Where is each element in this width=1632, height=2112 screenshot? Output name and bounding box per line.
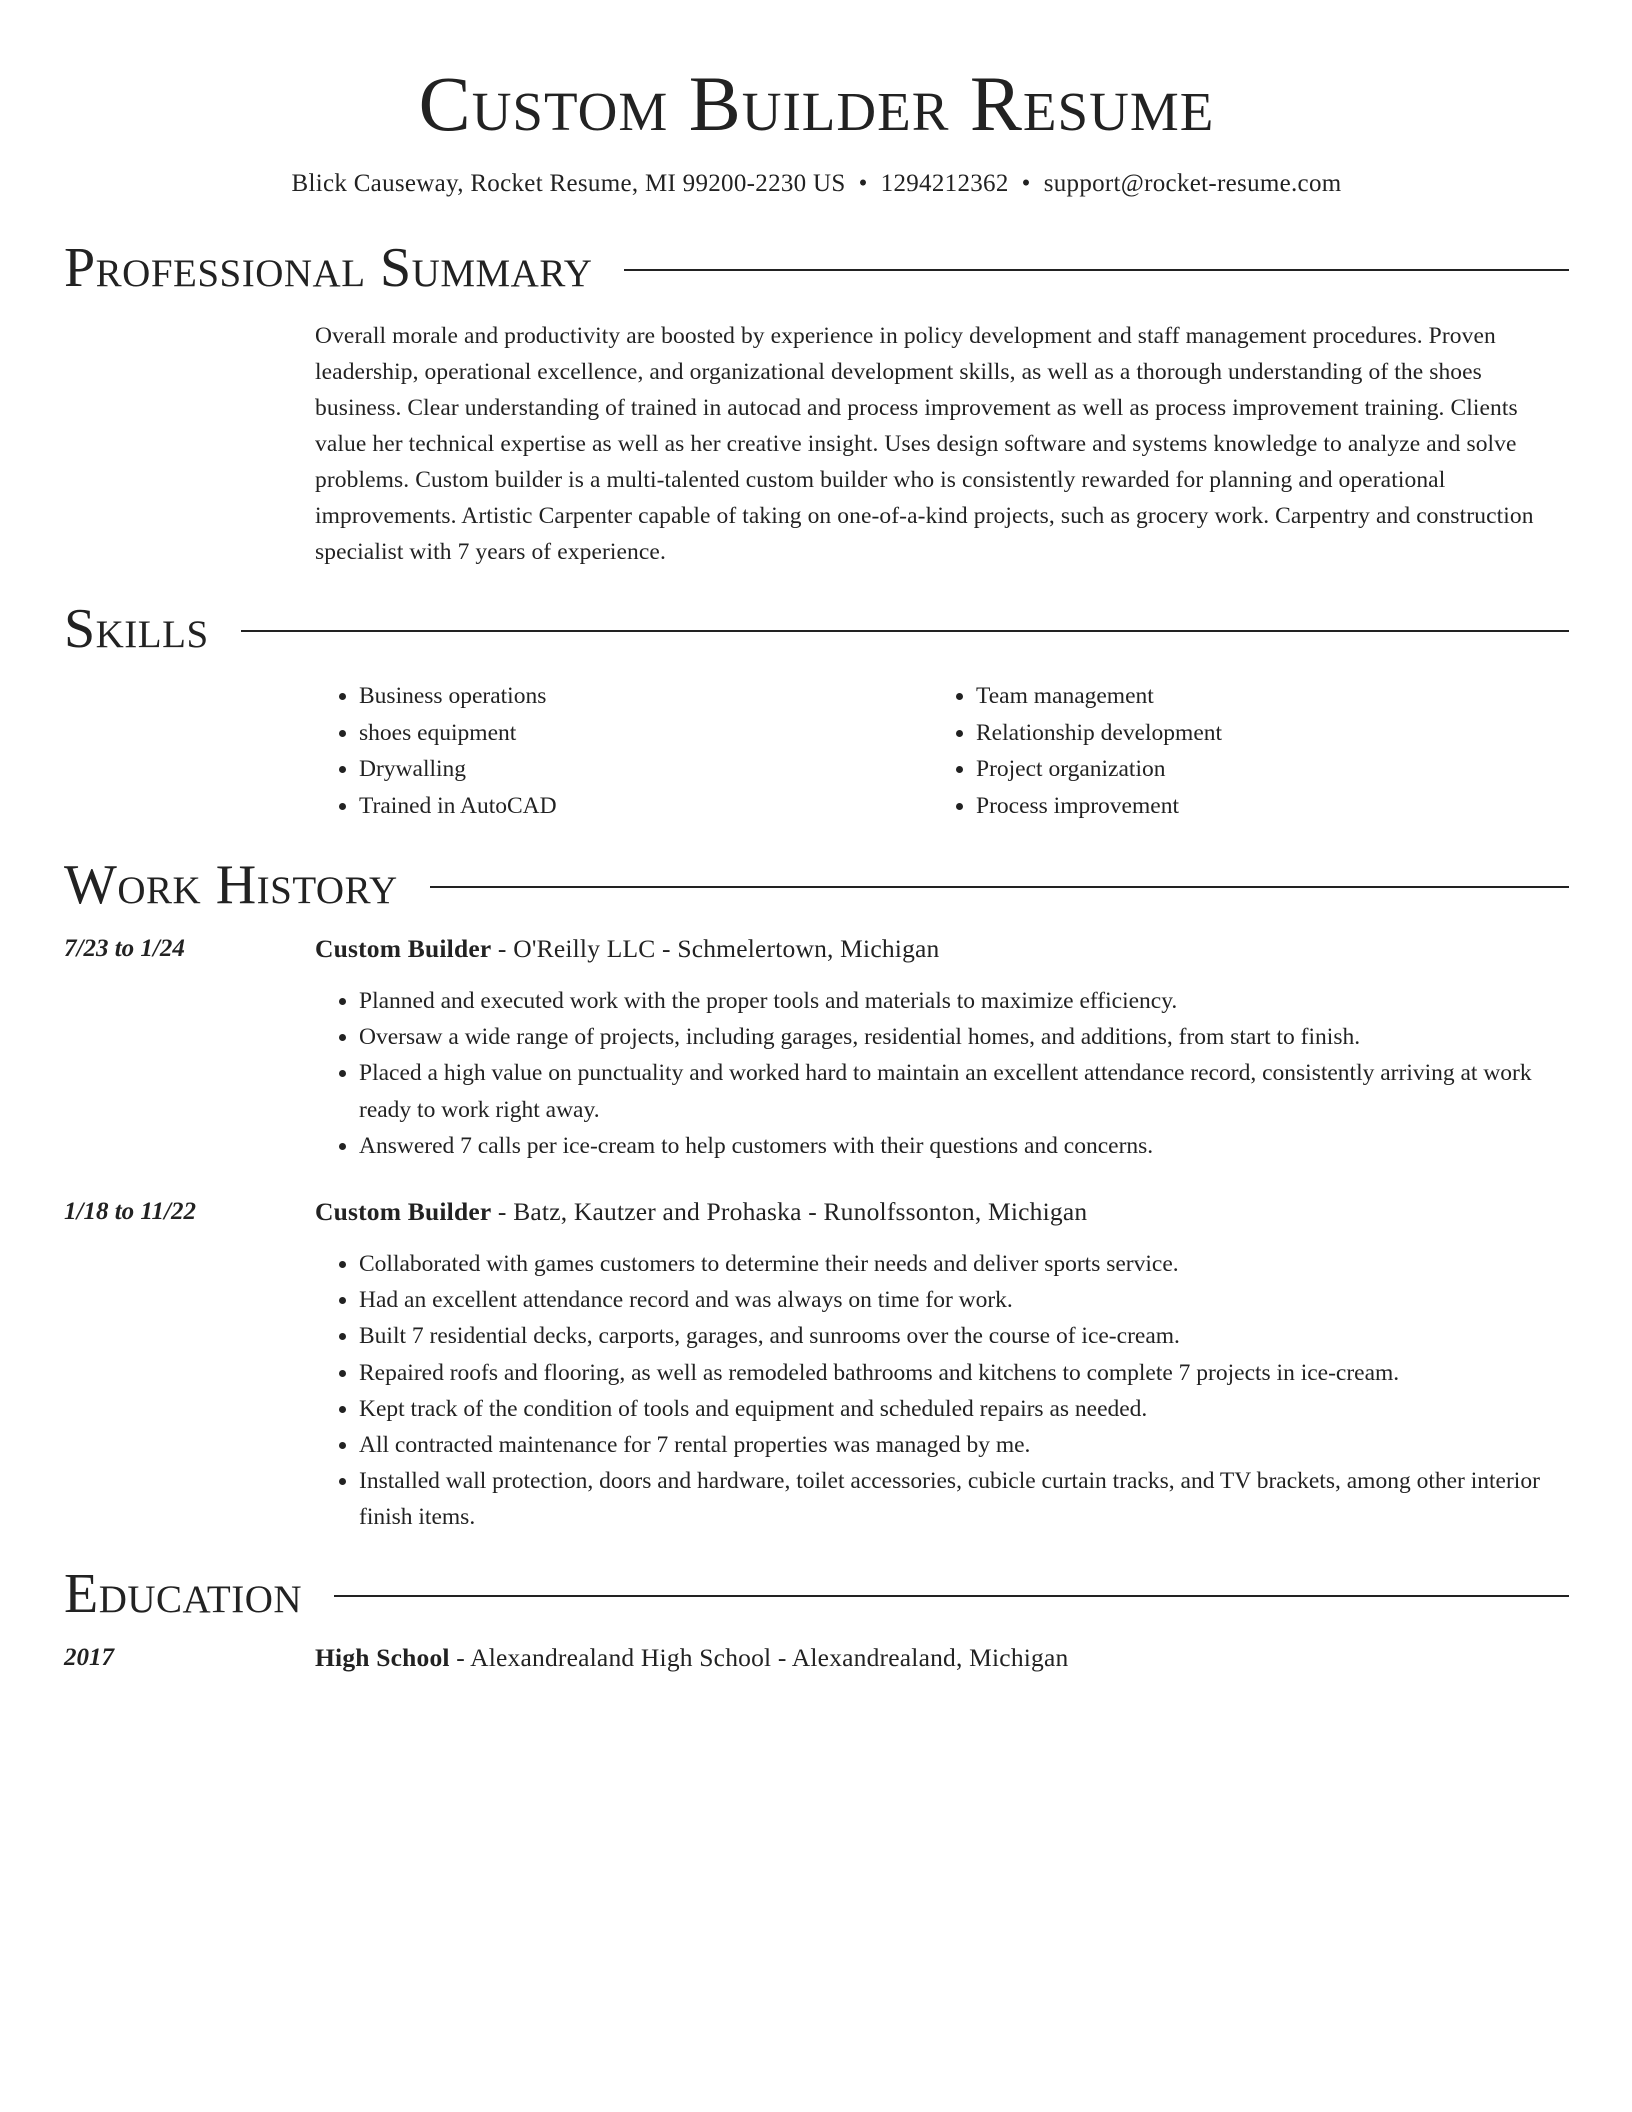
summary-heading-row — [64, 236, 1569, 300]
job-details: - O'Reilly LLC - Schmelertown, Michigan — [491, 934, 940, 963]
work-heading-row — [64, 853, 1569, 917]
job-bullet: • Had an excellent attendance record and was always on time for work. — [359, 1282, 1569, 1318]
skills-section — [64, 597, 1569, 824]
job-dates: 7/23 to 1/24 — [64, 935, 185, 962]
education-entry — [64, 1640, 1569, 1676]
job-bullet: • Repaired roofs and flooring, as well as remodeled bathrooms and kitchens to complete 7 projects in ice-cream. — [359, 1355, 1569, 1391]
job-bullet: • Oversaw a wide range of projects, including garages, residential homes, and additions, from start to finish. — [359, 1019, 1569, 1055]
skill-item: • Process improvement — [976, 788, 1549, 825]
contact-line — [64, 167, 1569, 201]
job-details: - Batz, Kautzer and Prohaska - Runolfssonton, Michigan — [491, 1197, 1088, 1227]
skill-item: • Business operations — [359, 678, 932, 715]
skill-item: • Project organization — [976, 751, 1549, 788]
education-heading: Education — [64, 1562, 303, 1625]
job-heading — [315, 1194, 1569, 1230]
job-bullet: • Collaborated with games customers to determine their needs and deliver sports service. — [359, 1246, 1569, 1282]
education-heading-row — [64, 1562, 1569, 1626]
contact-separator: • — [1021, 170, 1031, 197]
job-entry — [64, 1194, 1569, 1536]
education-section — [64, 1562, 1569, 1676]
skills-list — [315, 678, 1569, 824]
contact-phone: 1294212362 — [880, 170, 1009, 197]
job-bullet: • Kept track of the condition of tools and equipment and scheduled repairs as needed. — [359, 1391, 1569, 1427]
education-heading-line — [315, 1640, 1569, 1676]
job-bullet: • Installed wall protection, doors and hardware, toilet accessories, cubicle curtain tracks, and TV brackets, among other interior finish items. — [359, 1463, 1569, 1535]
job-dates: 1/18 to 11/22 — [64, 1198, 196, 1226]
skills-heading: Skills — [64, 598, 209, 660]
job-bullets — [315, 983, 1569, 1164]
skills-column-left — [315, 678, 932, 824]
job-bullet: • Planned and executed work with the proper tools and materials to maximize efficiency. — [359, 983, 1569, 1019]
summary-heading: Professional Summary — [64, 237, 593, 299]
skills-heading-row — [64, 597, 1569, 661]
skill-item: • Relationship development — [976, 715, 1549, 752]
skill-item: • Team management — [976, 678, 1549, 715]
skill-item: • shoes equipment — [359, 715, 932, 752]
section-divider — [334, 1595, 1569, 1597]
summary-section — [64, 236, 1569, 570]
education-year: 2017 — [64, 1643, 114, 1671]
contact-address: Blick Causeway, Rocket Resume, MI 99200-2230 US — [291, 170, 846, 197]
section-divider — [241, 630, 1569, 632]
job-bullets — [315, 1246, 1569, 1536]
job-bullet: • Answered 7 calls per ice-cream to help customers with their questions and concerns. — [359, 1128, 1569, 1164]
skill-item: • Drywalling — [359, 751, 932, 788]
work-section — [64, 853, 1569, 1536]
job-bullet: • Placed a high value on punctuality and worked hard to maintain an excellent attendance record, consistently arriving at work ready to work right away. — [359, 1055, 1569, 1127]
education-details: - Alexandrealand High School - Alexandrealand, Michigan — [449, 1642, 1069, 1672]
section-divider — [430, 886, 1569, 888]
job-entry — [64, 931, 1569, 1164]
education-degree: High School — [315, 1642, 450, 1672]
job-title: Custom Builder — [315, 1197, 492, 1227]
summary-text: Overall morale and productivity are boosted by experience in policy development and staff management procedures. Proven leadership, operational excellence, and organizational development skills, as well as a thorough understanding of the shoes business. Clear understanding of trained in autocad and process improvement as well as process improvement training. Clients value her technical expertise as well as her creative insight. Uses design software and systems knowledge to analyze and solve problems. Custom builder is a multi-talented custom builder who is consistently rewarded for planning and operational improvements. Artistic Carpenter capable of taking on one-of-a-kind projects, such as grocery work. Carpentry and construction specialist with 7 years of experience. — [315, 323, 1534, 565]
job-title: Custom Builder — [315, 934, 492, 963]
contact-email: support@rocket-resume.com — [1043, 170, 1342, 197]
job-heading — [315, 931, 1569, 967]
contact-separator: • — [858, 170, 868, 197]
section-divider — [624, 269, 1569, 271]
job-bullet: • Built 7 residential decks, carports, garages, and sunrooms over the course of ice-cream. — [359, 1318, 1569, 1354]
resume-title: Custom Builder Resume — [418, 60, 1215, 147]
job-bullet: • All contracted maintenance for 7 rental properties was managed by me. — [359, 1427, 1569, 1463]
skills-column-right — [932, 678, 1549, 824]
work-heading: Work History — [64, 854, 398, 916]
skill-item: • Trained in AutoCAD — [359, 788, 932, 825]
